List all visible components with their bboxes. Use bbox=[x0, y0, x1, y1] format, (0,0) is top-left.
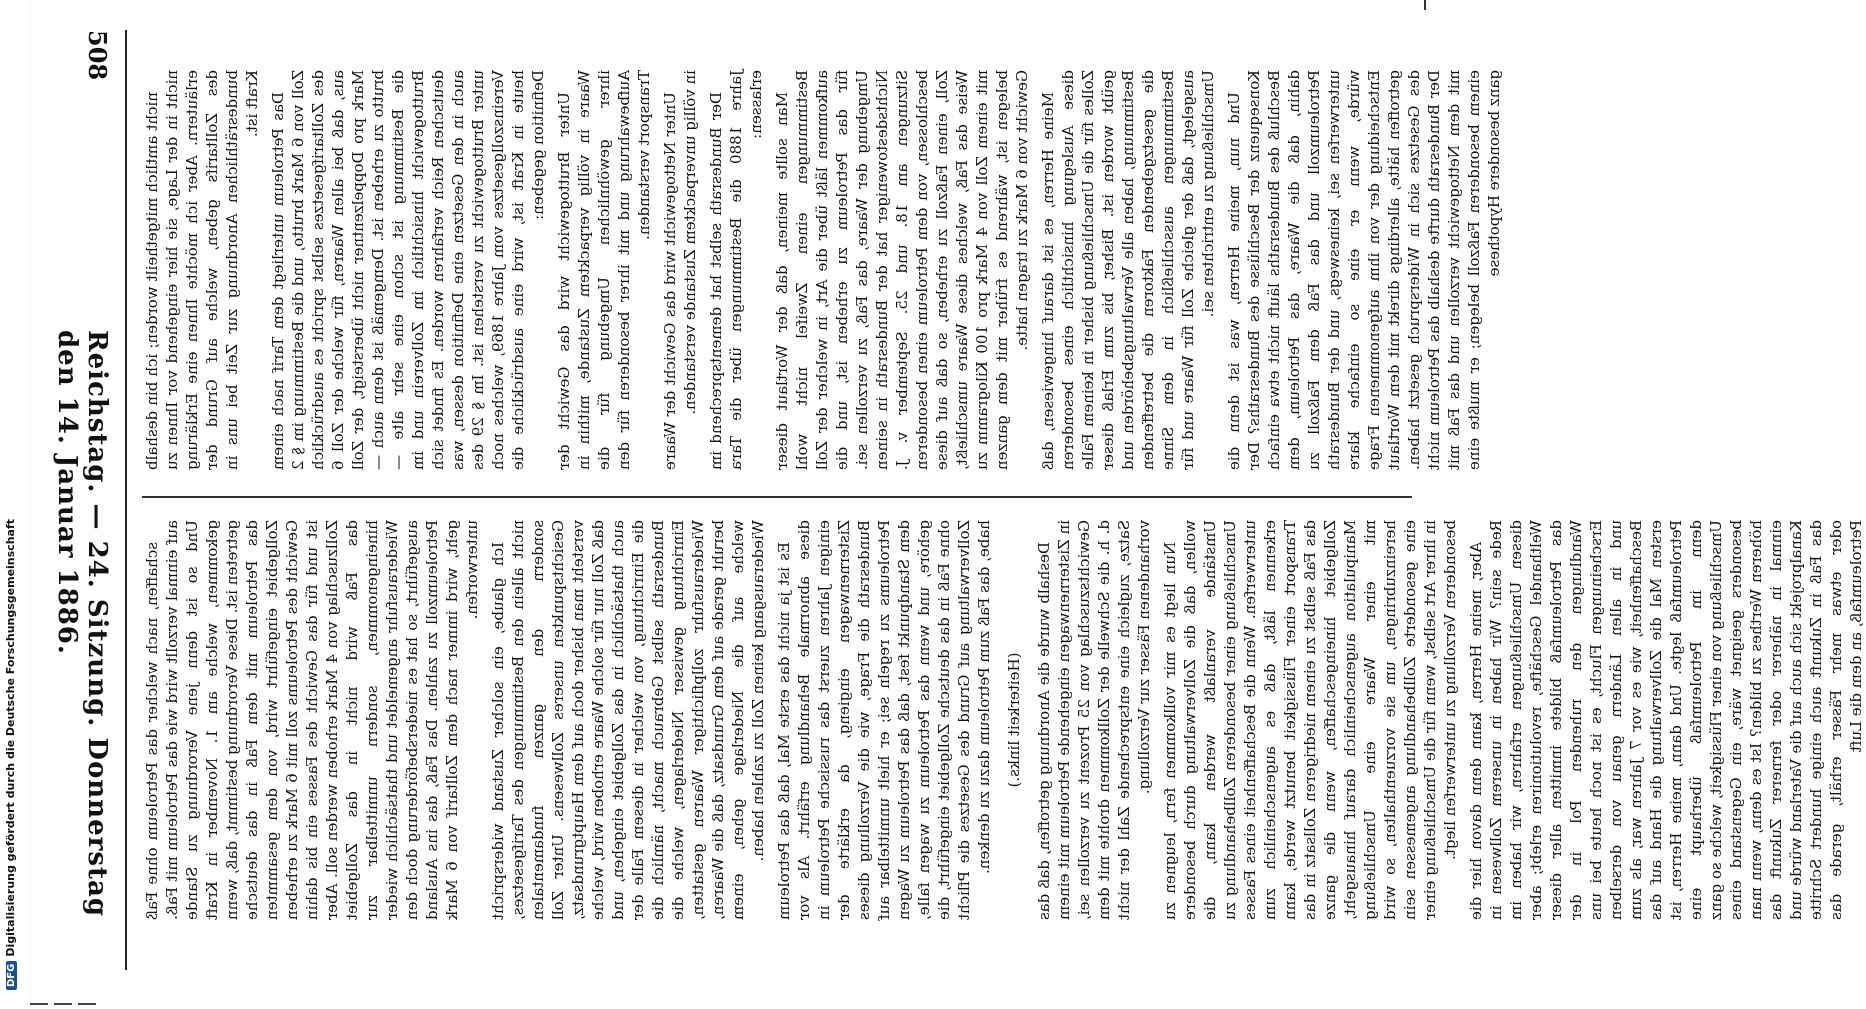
dfg-logo: DFG bbox=[6, 961, 17, 990]
left-column bbox=[142, 70, 1503, 470]
paragraph: schaffen, nach welcher das Petroleum ohne Faß auf einmal verzollt wird wie das Petroleum mit Faß. Und so ist denn jene Verordnung zu Stande gekommen, welche am 1. November in Kraft getreten ist. Diese Verordnung bestimmt, daß, wenn das Petroleum mit dem Faß in das deutsche Zollgebiet eingeführt wird, von dem gesammten Gewicht des Petroleums zoll mit 6 Mark zu erheben ist und für das Gewicht des Fasses ein bis dahin Zollzuschlag von 4 Mark erhoben werden soll. Aber das Faß wird nicht in das Zollgebiet hineingenommen, sondern unmittelbar zur Wiederausfuhr angemeldet und thatsächlich wieder ausgeführt, so hat es niedersbeförderung doch den Petroleumzoll zu zahlen. Das Faß, das ins Ausland geht, wird immer nach dem Zolltarif von 6 Mark unterworfen. bbox=[143, 520, 481, 920]
paragraph: nicht amtlich mitgetheilt worden; ich bin deshalb nicht in der Lage, sie hier eingehend vor Ihnen zu erläutern. Aber ich möchte Ihnen eine Erklärung des Zolltarifs geben, welche auf Grund der bundesräthlichen Anordnung zur Zeit bei uns in Kraft ist. bbox=[143, 70, 261, 470]
paragraph: Unter Bruttogewicht wird das Gewicht der Waare in völlig verpacktem Zustande, mithin in ihrer gewöhnlichen Umgebung für die Aufbewahrung und mit ihrer besonderen für den Transport verstanden. bbox=[555, 70, 653, 470]
paragraph: Ich glaube, ein solcher Zustand widerspricht nicht allein den Bestimmungen des Tarifgesetzes, sondern den ganzen fundamentalen Gesichtspunkten unseres Zollwesens. Unter Zoll versteht man bisher doch auf dem Hauptgrundsatz, daß Zoll nur für solche Waare erhoben wird, welche auch thatsächlich in das Zollgebiet eingehen, und die Einrichtung, von welcher in diesem Falle der Bundesrath selbst Gebrauch macht, nämlich die Einrichtung gewisser Niederlagen, welche die Wiederausfuhr zollpflichtiger Waaren gestatten, beruht gerade auf dem Grundsatz, daß die Waaren, welche auf die Niederlage gehen, einem Wiederausgang keinen Zoll zu zahlen haben. bbox=[489, 520, 767, 920]
paragraph: Und nun, meine Herren, was ist denn die Konsequenz der Beschlüsse des Bundesraths? Der Beschluß des Bundesraths läuft nicht etwa einfach dahin, daß die Waare, das Petroleum, dem Petroleumzoll und das Faß dem Faßzoll zu unterwerfen sei, keineswegs, und der Bundesrath würde, wenn er eine so einfache klare Entscheidung der von ihm aufgenommenen Frage getroffen hätte, allerdings direkt mit dem Wortlaut des Gesetzes sich in Widerspruch gesetzt haben. Der Bundesrath durfte deshalb das Petroleum nicht mit dem Nettogewicht verzollen und das Faß mit einem besonderen Faßzoll belegen; er mußte eine ganz besondere Hypothese bbox=[1225, 70, 1503, 470]
running-title: Reichstag. — 24. Sitzung. Donnerstag den 14. Januar 1886. bbox=[52, 330, 112, 918]
paragraph: Nun liegt es mir vollkommen fern, leugnen zu wollen, daß die Zollverwaltung durch besondere Umstände veranlaßt werden kann, die Umschließung einer besonderen Zollbehandlung zu unterwerfen. Wenn die Beschaffenheit eines Fasses erkennen läßt, daß es augenscheinlich zum Transport einer Flüssigkeit benutzt werde, kann das Faß selbst zu einem niedrigeren Zollsatz in das Zollgebiet hineingeschaffen, wenn die ganze Manipulation augenscheinlich darauf hinausgeht, mit einer Waare eine Umschließung hereinzubringen, um sie vorzuenthalten, so wird eine gesonderte Zollbehandlung angemessen sein in ihrer Art selbst, wenn für die Umschließung einer besonderen Verzollung zu unterwerfen liegt. bbox=[1161, 520, 1459, 920]
right-column bbox=[142, 520, 1865, 920]
page-number: 508 bbox=[83, 30, 112, 81]
column-divider bbox=[142, 496, 1412, 498]
credit-text: Digitalisierung gefördert durch die Deutsche Forschungsgemeinschaft bbox=[4, 518, 17, 957]
paragraph: Das Petroleum unterliegt dem Tarif nach einem Zoll von 6 Mark brutto, und die Bestimmung im § 2 des Zolltarifgesetzes selbst spricht es ausdrücklich aus, daß bei allen Waaren, für welche der Zoll 6 Mark pro Doppelzentner nicht übersteigt, der Zoll brutto zu erheben ist. Demgemäß ist denn auch — die Bestimmung ist schon eine sehr alte — Bruttogewicht hinsichtlich im Zollverein und im deutschen Reich verfahren worden. Es findet sich auch in den Gesetzen eine Definition dessen, was unter Bruttogewicht zu verstehen ist. Im § 29 des Vereinszollgesetzes vom Jahre 1869, welches noch heute in Kraft ist, wird eine ausdrückliche die Definition gegeben: bbox=[269, 70, 547, 470]
header-rule bbox=[125, 30, 127, 970]
paragraph: Meine Herren, es ist darauf hingewiesen, daß diese Auslegung hinsichtlich eines besonderen Zolles für die Umschließung bisher in keinem Falle geübt worden ist. Bisher, bis zum Erlaß dieser Bestimmung, haben alle Verwaltungsbehörden und die gesetzgebenden Faktoren die betreffenden Bestimmungen ausschließlich in dem Sinne ausgelegt, daß der gleiche Zoll für Waare und für Umschließung zu entrichten sei. bbox=[1039, 70, 1217, 470]
interjection: (Heiterkeit links.) bbox=[1005, 652, 1023, 788]
paragraph: Der Bundesrath selbst hat dementsprechend im Jahre 1880 die Bestimmungen über die Tara erlassen: bbox=[707, 70, 765, 470]
paragraph: Es ist ja nicht das erste Mal, daß das Petroleum diese abnormale Behandlung erfährt. Als vor einigen Jahren zuerst das russische Petroleum in Zisternenwagen eingieng, da erklärte der Bundesrath die Frage, wie die Verzollung dieses Petroleums zu regeln sei; er hielt unmittelbar auf dem Standpunkt fest, daß das Petroleum zu Wagen gehöre, und wenn das Petroleum zu wagen falle, ohne Faß in das deutsche Zollgebiet eingeführt, die Zollverwaltung auf Grund des Gesetzes die Pflicht habe, das Faß zum Petroleum dazu zu denken. bbox=[775, 520, 993, 920]
page-header bbox=[52, 30, 112, 970]
paragraph: Unter Nettogewicht wird das Gewicht der Waare in völlig unverpacktem Zustande verstanden. bbox=[661, 70, 699, 470]
paragraph: Man sollte meinen, daß der Wortlaut dieser Bestimmungen einen Zweifel nicht wohl aufkommen läßt über die Art, in welcher der Zoll für das Petroleum zu erheben ist, und die Umgebung der Waare, das Faß, zu verzollen sei. Nichtsdestoweniger hat der Bundesrath in seinen Sitzungen am 18. und 25. September v. J. beschlossen, von dem Petroleum einen besonderen Zoll, einen Faßzoll zu erheben, so daß auf diese Weise das Faß, welches diese Waare umschließt, mit einem Zoll von 4 Mark pro 100 Kilogramm zu belegen ist, während es früher mit dem ganzen Gewicht von 6 Mark zu tragen hatte. bbox=[773, 70, 1031, 470]
paragraph: Aber, meine Herren, kann denn davon hier die Rede sein? Wir haben in unserem Zollwesen in diesen Umschließungen erfahren, wir haben im Welthandel Geschäfte, revolutioniren erlebt; aber das Petroleumfaß bildete inmitten aller dieser Wandlungen den ruhenden Pol in der Erscheinungen Flucht, es ist noch heute bei uns und in allen Ländern genau von derselben Beschaffenheit, wie es vor 7 Jahren war, als zum ersten Mal die Zollverwaltung die Hand auf das Petroleumfaß legte. Und dann, meine Herren, ist denn im Petroleumfaß überhaupt eine Umschließung von einer Flüssigkeit, welche so ganz besonders geeignet wäre, ein Gegenstand eines höheren Werthes zu bilden? Ist es denn, wenn man einmal in näherer oder fernerer Zukunft das Kanalprojekt sich auch auf die Vaterland würde und das Faß in Zukunft auch einige hundert Schritte oder etwas mehr Fässer erhält, gerade das Petroleumfaß, an dem die Luft bbox=[1467, 520, 1865, 920]
paragraph: Deshalb wurde die Anordnung getroffen, daß das in Zisternenwagen eingehende Petroleum mit einem Gewichtszuschlag von 25 Prozent zu verzollen sei, d. h. die Schwelle der Zollkommen drohte mit dem Satze, zugleich eine entsprechende Zahl der nicht vorhandenen Fässer zur Verzollung. bbox=[1035, 520, 1153, 920]
